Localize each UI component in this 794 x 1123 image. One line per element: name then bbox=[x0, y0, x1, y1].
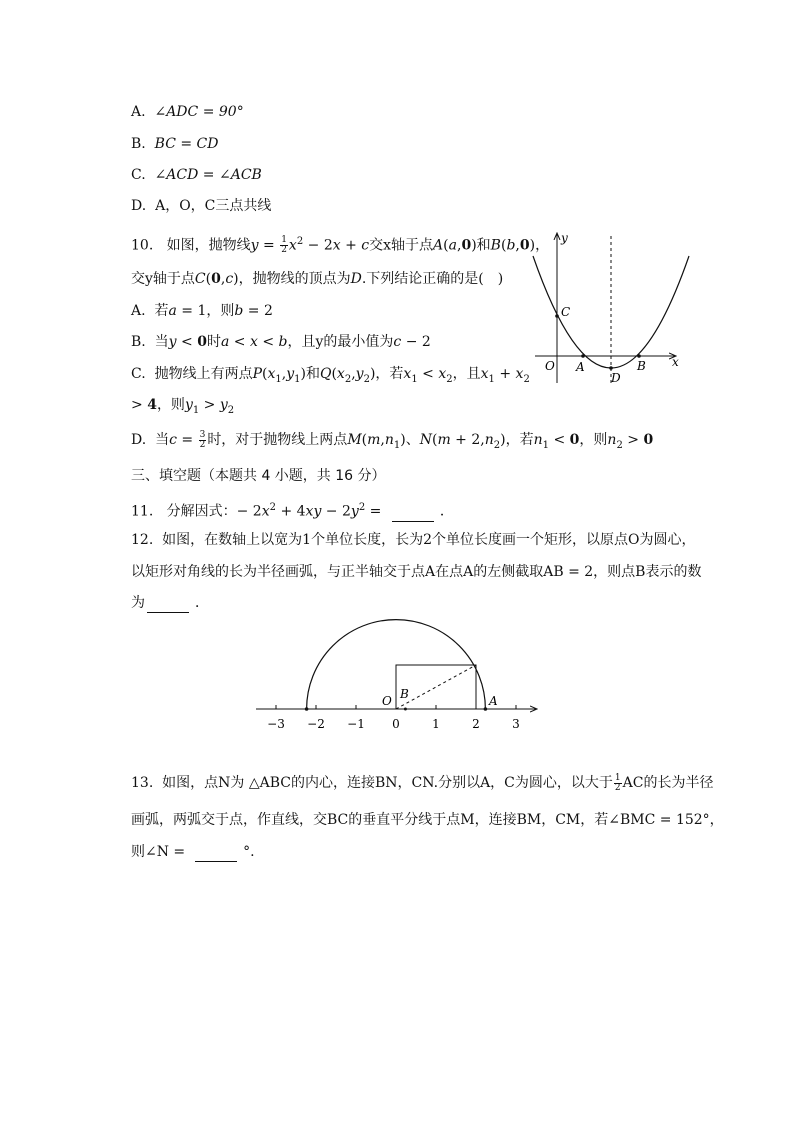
q10-option-c-line2: > 4，则$y_1 > y_2$ bbox=[131, 397, 235, 416]
q13-line2: 画弧，两弧交于点，作直线，交BC的垂直平分线于点M，连接BM，CM，若∠BMC = 152°， bbox=[131, 812, 724, 828]
point-c-dot bbox=[555, 314, 559, 318]
left-intersection-dot bbox=[305, 707, 309, 711]
q12-line3: 为 ． bbox=[131, 595, 209, 611]
tick-label: 1 bbox=[432, 717, 440, 731]
label-b: B bbox=[637, 359, 646, 373]
point-a-dot bbox=[484, 707, 488, 711]
q11-answer-blank[interactable] bbox=[392, 507, 434, 522]
q9-option-a: A. ∠ADC = 90° bbox=[131, 104, 244, 120]
q10-option-b: B. 当y < 0时a < x < b，且y的最小值为c − 2 bbox=[131, 334, 431, 350]
point-b-dot bbox=[404, 708, 407, 711]
section3-title: 三、填空题（本题共 4 小题，共 16 分） bbox=[131, 468, 386, 484]
point-b-dot bbox=[637, 354, 641, 358]
label-a: A bbox=[489, 694, 498, 708]
label-c: C bbox=[561, 305, 571, 319]
y-axis-label: y bbox=[561, 231, 568, 245]
q12-line2: 以矩形对角线的长为半径画弧，与正半轴交于点A在点A的左侧截取AB = 2，则点B表示的数 bbox=[131, 564, 702, 580]
q12-answer-blank[interactable] bbox=[147, 598, 189, 613]
tick-label: −3 bbox=[267, 717, 285, 731]
q13-line3: 则∠N = °. bbox=[131, 844, 255, 860]
q9-option-c: C. ∠ACD = ∠ACB bbox=[131, 167, 262, 183]
q12-line1: 12. 如图，在数轴上以宽为1个单位长度，长为2个单位长度画一个矩形，以原点O为圆心， bbox=[131, 532, 696, 548]
label-a: A bbox=[576, 360, 585, 374]
q13-line1: 13. 如图，点N为 △ABC的内心，连接BN，CN.分别以A，C为圆心，以大于 $\frac{1}{2}$ AC的长为半径 bbox=[131, 772, 714, 793]
tick-label: −1 bbox=[347, 717, 365, 731]
q9-option-b: B. BC = CD bbox=[131, 136, 219, 152]
point-a-dot bbox=[581, 354, 585, 358]
tick-label: 3 bbox=[512, 717, 520, 731]
tick-label: 0 bbox=[392, 717, 400, 731]
q10-option-d: D. 当c = $\frac{3}{2}$ 时，对于抛物线上两点$M(m,n_1)$、$N(m + 2,n_2)$，若$n_1 < 0$，则$n_2 > 0$ bbox=[131, 429, 654, 451]
label-b: B bbox=[400, 687, 409, 701]
label-d: D bbox=[611, 371, 621, 385]
x-axis-label: x bbox=[672, 355, 679, 369]
q10-option-a: A. 若a = 1，则b = 2 bbox=[131, 303, 273, 319]
q13-answer-blank[interactable] bbox=[195, 847, 237, 862]
q9-option-d: D. A，O，C三点共线 bbox=[131, 198, 272, 214]
label-o: O bbox=[545, 359, 555, 373]
tick-label: 2 bbox=[472, 717, 480, 731]
ticks bbox=[276, 705, 516, 709]
q10-parabola-figure bbox=[525, 228, 695, 388]
q10-stem-line2: 交y轴于点C(0,c)，抛物线的顶点为D.下列结论正确的是( ) bbox=[131, 271, 504, 287]
point-d-dot bbox=[609, 366, 613, 370]
tick-label: −2 bbox=[307, 717, 325, 731]
q12-number-line-figure bbox=[252, 618, 542, 738]
q11: 11. 分解因式：− $2x^2 + 4xy - 2y^2$ = ． bbox=[131, 502, 454, 520]
label-o: O bbox=[382, 694, 392, 708]
q10-stem-line1: 10. 如图，抛物线y = $\frac{1}{2}$ $x^2 - 2x + c$交x轴于点A(a,0)和B(b,0)， bbox=[131, 235, 550, 256]
q10-option-c-line1: C. 抛物线上有两点$P(x_1,y_1)$和$Q(x_2,y_2)$，若$x_1 < x_2$，且$x_1 + x_2$ bbox=[131, 366, 530, 385]
